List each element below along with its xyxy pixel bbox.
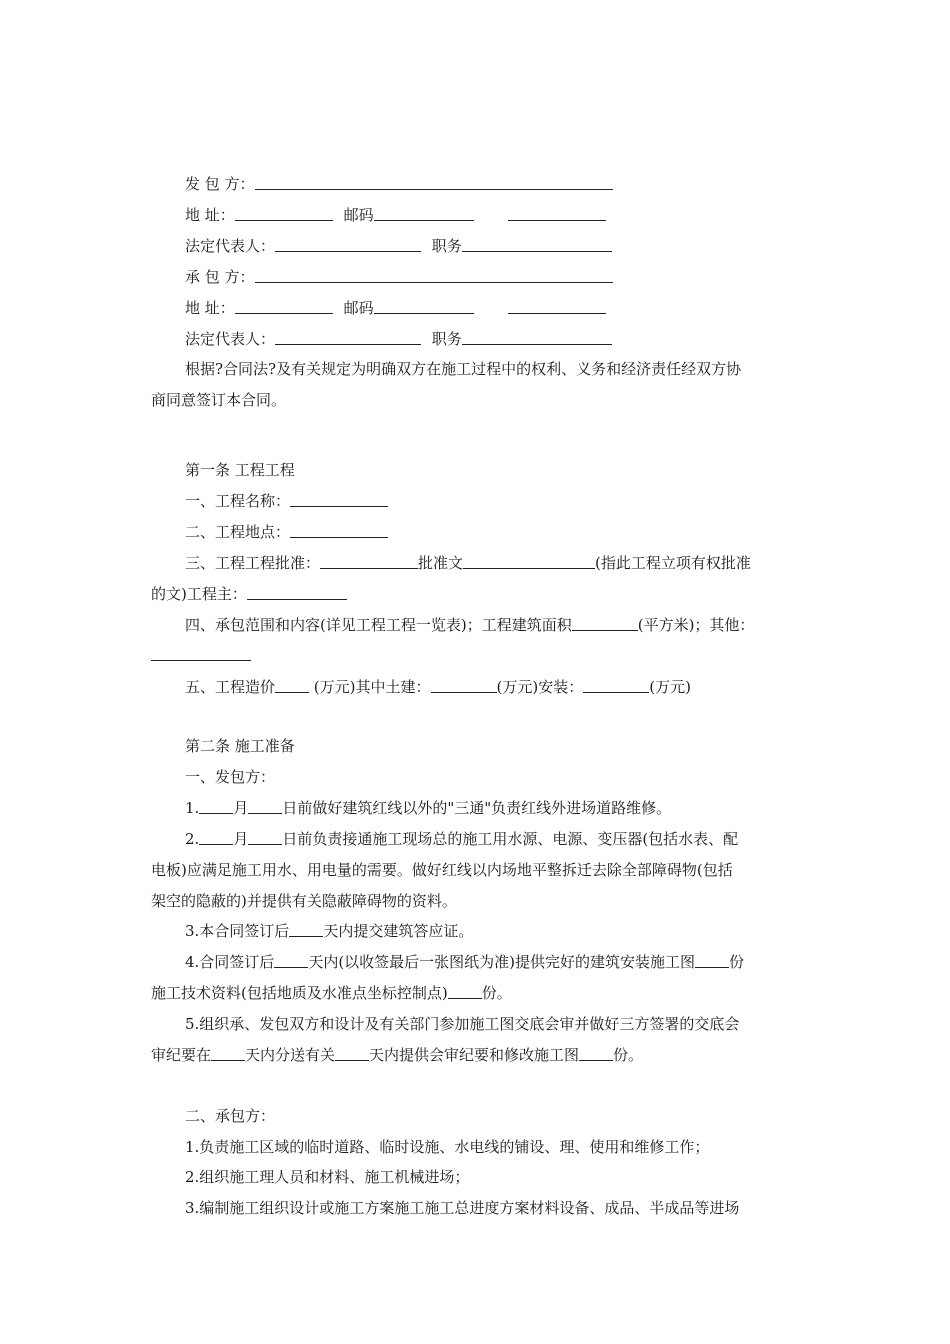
- address-blank: [235, 299, 333, 314]
- duty-text: 天内提供会审纪要和修改施工图: [369, 1046, 580, 1064]
- legal-rep-label: 法定代表人：: [185, 330, 276, 348]
- other-blank: [151, 646, 251, 661]
- contractor-address-line: [185, 298, 811, 318]
- duty-text: 份。: [481, 984, 512, 1002]
- scope-line: [185, 615, 811, 635]
- project-site-blank: [290, 523, 388, 538]
- employer-legal-rep-line: [185, 236, 811, 256]
- approval-note: (指此工程立项有权批准: [595, 554, 751, 572]
- contractor-legal-rep-line: [185, 329, 811, 349]
- month-blank: [199, 799, 233, 814]
- contractor-duty-3: 3.编制施工组织设计或施工方案施工施工总进度方案材料设备、成品、半成品等进场: [185, 1199, 740, 1217]
- duty-text: 天内提交建筑答应证。: [323, 922, 474, 940]
- civil-label: (万元)其中土建：: [313, 678, 431, 696]
- article-1-title: 第一条 工程工程: [185, 461, 295, 479]
- day-blank: [248, 799, 282, 814]
- address-label: 地 址：: [185, 299, 235, 317]
- employer-duties-heading: 一、发包方：: [185, 768, 276, 786]
- approval-doc-blank: [463, 554, 595, 569]
- duty-text: 天内分送有关: [245, 1046, 336, 1064]
- employer-duty-2: [185, 829, 811, 849]
- cost-label: 五、工程造价: [185, 678, 276, 696]
- days-blank: [289, 922, 323, 937]
- owner-blank: [247, 585, 347, 600]
- employer-duty-4: [185, 952, 811, 972]
- project-name-blank: [290, 492, 388, 507]
- employer-duty-2-cont-2: 架空的隐蔽的)并提供有关隐蔽障碍物的资料。: [151, 892, 457, 910]
- legal-rep-blank: [275, 330, 421, 345]
- days-blank: [335, 1046, 369, 1061]
- duty-text: 天内(以收签最后一张图纸为准)提供完好的建筑安装施工图: [308, 953, 696, 971]
- employer-blank: [255, 175, 613, 190]
- postcode-blank: [374, 206, 474, 221]
- approval-blank: [320, 554, 418, 569]
- postcode-label: 邮码: [343, 299, 374, 317]
- position-label: 职务: [431, 237, 462, 255]
- preamble-line-1: 根据?合同法?及有关规定为明确双方在施工过程中的权利、义务和经济责任经双方协: [185, 360, 742, 378]
- area-blank: [572, 616, 638, 631]
- employer-duty-1: [185, 798, 811, 818]
- project-approval-line: [185, 553, 811, 573]
- approval-doc-label: 批准文: [418, 554, 464, 572]
- postcode-label: 邮码: [343, 206, 374, 224]
- copies-blank: [448, 984, 482, 999]
- preamble-line-2: 商同意签订本合同。: [151, 391, 287, 409]
- position-label: 职务: [431, 330, 462, 348]
- project-name-line: [185, 491, 811, 511]
- cost-line: [185, 677, 811, 697]
- legal-rep-label: 法定代表人：: [185, 237, 276, 255]
- postcode-blank: [374, 299, 474, 314]
- contractor-duty-1: 1.负责施工区域的临时道路、临时设施、水电线的铺设、理、使用和维修工作；: [185, 1138, 710, 1156]
- project-owner-line: [151, 584, 811, 604]
- scope-label: 四、承包范围和内容(详见工程工程一览表)；工程建筑面积: [185, 616, 572, 634]
- employer-label: 发 包 方：: [185, 175, 255, 193]
- employer-duty-5-cont: [151, 1045, 811, 1065]
- employer-duty-2-cont-1: 电板)应满足施工用水、用电量的需要。做好红线以内场地平整拆迁去除全部障碍物(包括: [151, 861, 733, 879]
- duty-text: 3.本合同签订后: [185, 922, 290, 940]
- project-name-label: 一、工程名称：: [185, 492, 291, 510]
- position-blank: [462, 330, 612, 345]
- project-site-line: [185, 522, 811, 542]
- item-number: 1.: [185, 799, 200, 817]
- month-label: 月: [233, 830, 249, 848]
- legal-rep-blank: [275, 237, 421, 252]
- install-unit: (万元): [649, 678, 691, 696]
- contractor-duty-2: 2.组织施工理人员和材料、施工机械进场；: [185, 1168, 470, 1186]
- duty-text: 4.合同签订后: [185, 953, 275, 971]
- address-blank: [235, 206, 333, 221]
- contractor-blank: [255, 268, 613, 283]
- day-blank: [248, 830, 282, 845]
- duty-text: 日前做好建筑红线以外的"三通"负责红线外进场道路维修。: [282, 799, 672, 817]
- month-blank: [199, 830, 233, 845]
- civil-blank: [431, 678, 497, 693]
- employer-address-line: [185, 205, 811, 225]
- cost-blank: [275, 678, 309, 693]
- scope-other-line: [151, 645, 811, 665]
- contractor-duties-heading: 二、承包方：: [185, 1107, 276, 1125]
- duty-text: 施工技术资料(包括地质及水准点坐标控制点): [151, 984, 448, 1002]
- employer-line: [185, 174, 811, 194]
- employer-duty-4-cont: [151, 983, 811, 1003]
- install-label: (万元)安装：: [496, 678, 584, 696]
- approval-label: 三、工程工程批准：: [185, 554, 321, 572]
- duty-text: 审纪要在: [151, 1046, 212, 1064]
- project-site-label: 二、工程地点：: [185, 523, 291, 541]
- days-blank: [211, 1046, 245, 1061]
- owner-label: 的文)工程主：: [151, 585, 247, 603]
- employer-duty-5: 5.组织承、发包双方和设计及有关部门参加施工图交底会审并做好三方签署的交底会: [185, 1015, 740, 1033]
- duty-text: 份: [729, 953, 745, 971]
- duty-text: 日前负责接通施工现场总的施工用水源、电源、变压器(包括水表、配: [282, 830, 739, 848]
- address-label: 地 址：: [185, 206, 235, 224]
- duty-text: 份。: [613, 1046, 644, 1064]
- article-2-title: 第二条 施工准备: [185, 737, 295, 755]
- extra-blank: [508, 299, 606, 314]
- employer-duty-3: [185, 921, 811, 941]
- copies-blank: [579, 1046, 613, 1061]
- days-blank: [274, 953, 308, 968]
- contractor-line: [185, 267, 811, 287]
- install-blank: [583, 678, 649, 693]
- contractor-label: 承 包 方：: [185, 268, 255, 286]
- area-unit: (平方米)；其他：: [637, 616, 755, 634]
- position-blank: [462, 237, 612, 252]
- copies-blank: [695, 953, 729, 968]
- month-label: 月: [233, 799, 249, 817]
- item-number: 2.: [185, 830, 200, 848]
- extra-blank: [508, 206, 606, 221]
